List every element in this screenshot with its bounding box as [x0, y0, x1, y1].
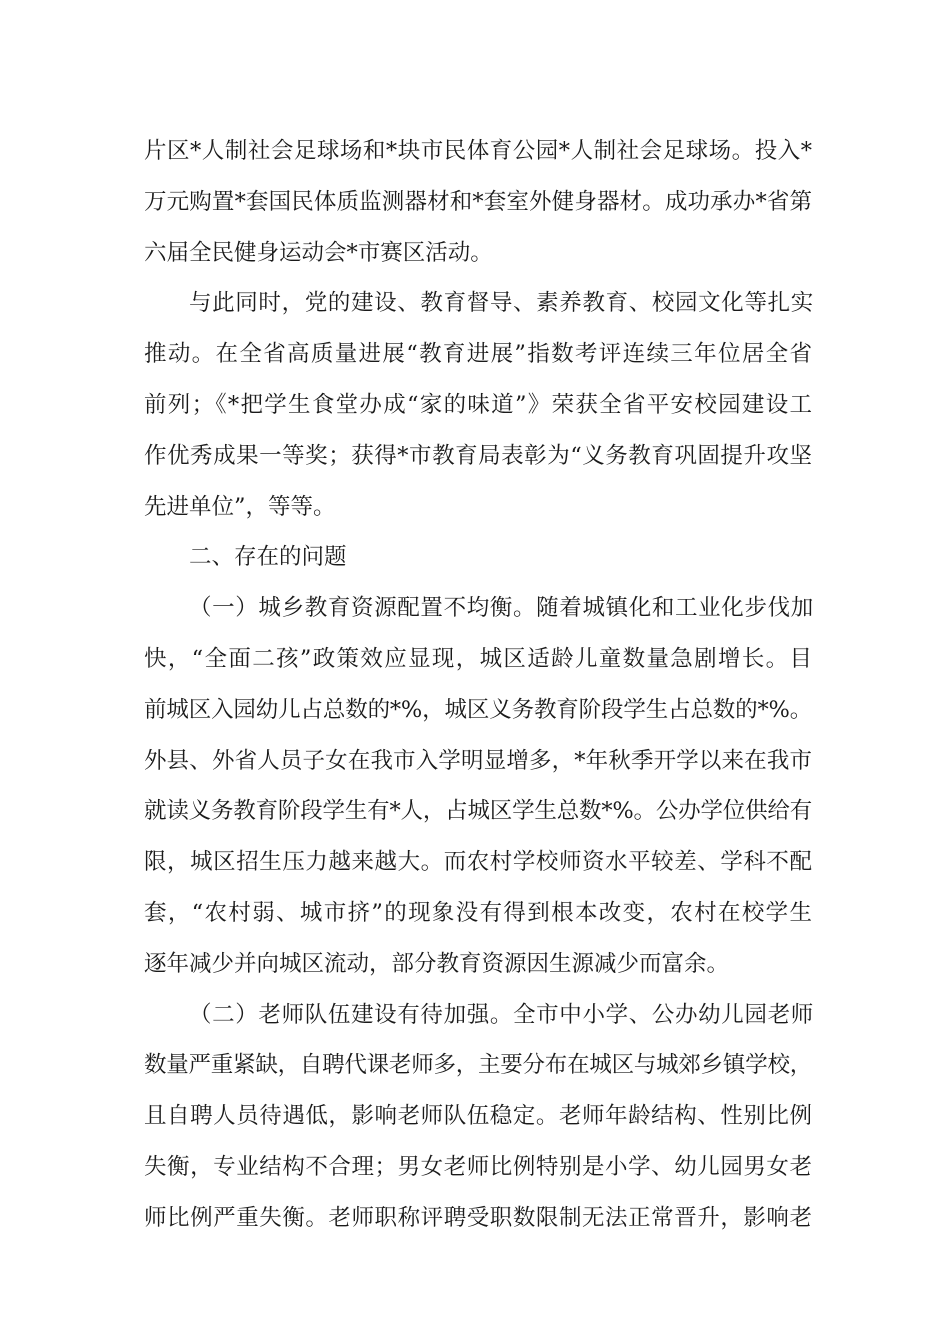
text-line: 就读义务教育阶段学生有*人，占城区学生总数*%。公办学位供给有 — [144, 798, 812, 825]
text-line: 万元购置*套国民体质监测器材和*套室外健身器材。成功承办*省第 — [144, 188, 812, 215]
paragraph-2 — [144, 278, 812, 532]
text-line: 套，“农村弱、城市挤”的现象没有得到根本改变，农村在校学生 — [144, 899, 812, 926]
text-line: 作优秀成果一等奖；获得*市教育局表彰为“义务教育巩固提升攻坚 — [144, 442, 812, 469]
text-line: 限，城区招生压力越来越大。而农村学校师资水平较差、学科不配 — [144, 849, 812, 876]
document-body — [144, 126, 812, 1244]
text-line: （二）老师队伍建设有待加强。全市中小学、公办幼儿园老师 — [189, 1001, 812, 1028]
text-line: 师比例严重失衡。老师职称评聘受职数限制无法正常晋升，影响老 — [144, 1204, 812, 1231]
text-line: 数量严重紧缺，自聘代课老师多，主要分布在城区与城郊乡镇学校， — [144, 1052, 812, 1079]
text-line: 外县、外省人员子女在我市入学明显增多，*年秋季开学以来在我市 — [144, 747, 812, 774]
text-line: （一）城乡教育资源配置不均衡。随着城镇化和工业化步伐加 — [189, 595, 812, 622]
text-line: 与此同时，党的建设、教育督导、素养教育、校园文化等扎实 — [189, 290, 812, 317]
heading-text: 二、存在的问题 — [189, 544, 347, 571]
text-line: 前城区入园幼儿占总数的*%，城区义务教育阶段学生占总数的*%。 — [144, 696, 812, 723]
text-line: 且自聘人员待遇低，影响老师队伍稳定。老师年龄结构、性别比例 — [144, 1103, 812, 1130]
text-line: 六届全民健身运动会*市赛区活动。 — [144, 239, 493, 266]
text-line: 片区*人制社会足球场和*块市民体育公园*人制社会足球场。投入* — [144, 138, 812, 164]
paragraph-1 — [144, 126, 812, 278]
text-line: 推动。在全省高质量进展“教育进展”指数考评连续三年位居全省 — [144, 341, 812, 368]
text-line: 失衡，专业结构不合理；男女老师比例特别是小学、幼儿园男女老 — [144, 1153, 812, 1180]
text-line: 先进单位”，等等。 — [144, 493, 336, 520]
text-line: 快，“全面二孩”政策效应显现，城区适龄儿童数量急剧增长。目 — [144, 645, 812, 672]
paragraph-4 — [144, 990, 812, 1244]
text-line: 前列；《*把学生食堂办成“家的味道”》荣获全省平安校园建设工 — [144, 391, 812, 418]
paragraph-3 — [144, 583, 812, 989]
section-heading — [144, 532, 812, 583]
text-line: 逐年减少并向城区流动，部分教育资源因生源减少而富余。 — [144, 950, 730, 977]
